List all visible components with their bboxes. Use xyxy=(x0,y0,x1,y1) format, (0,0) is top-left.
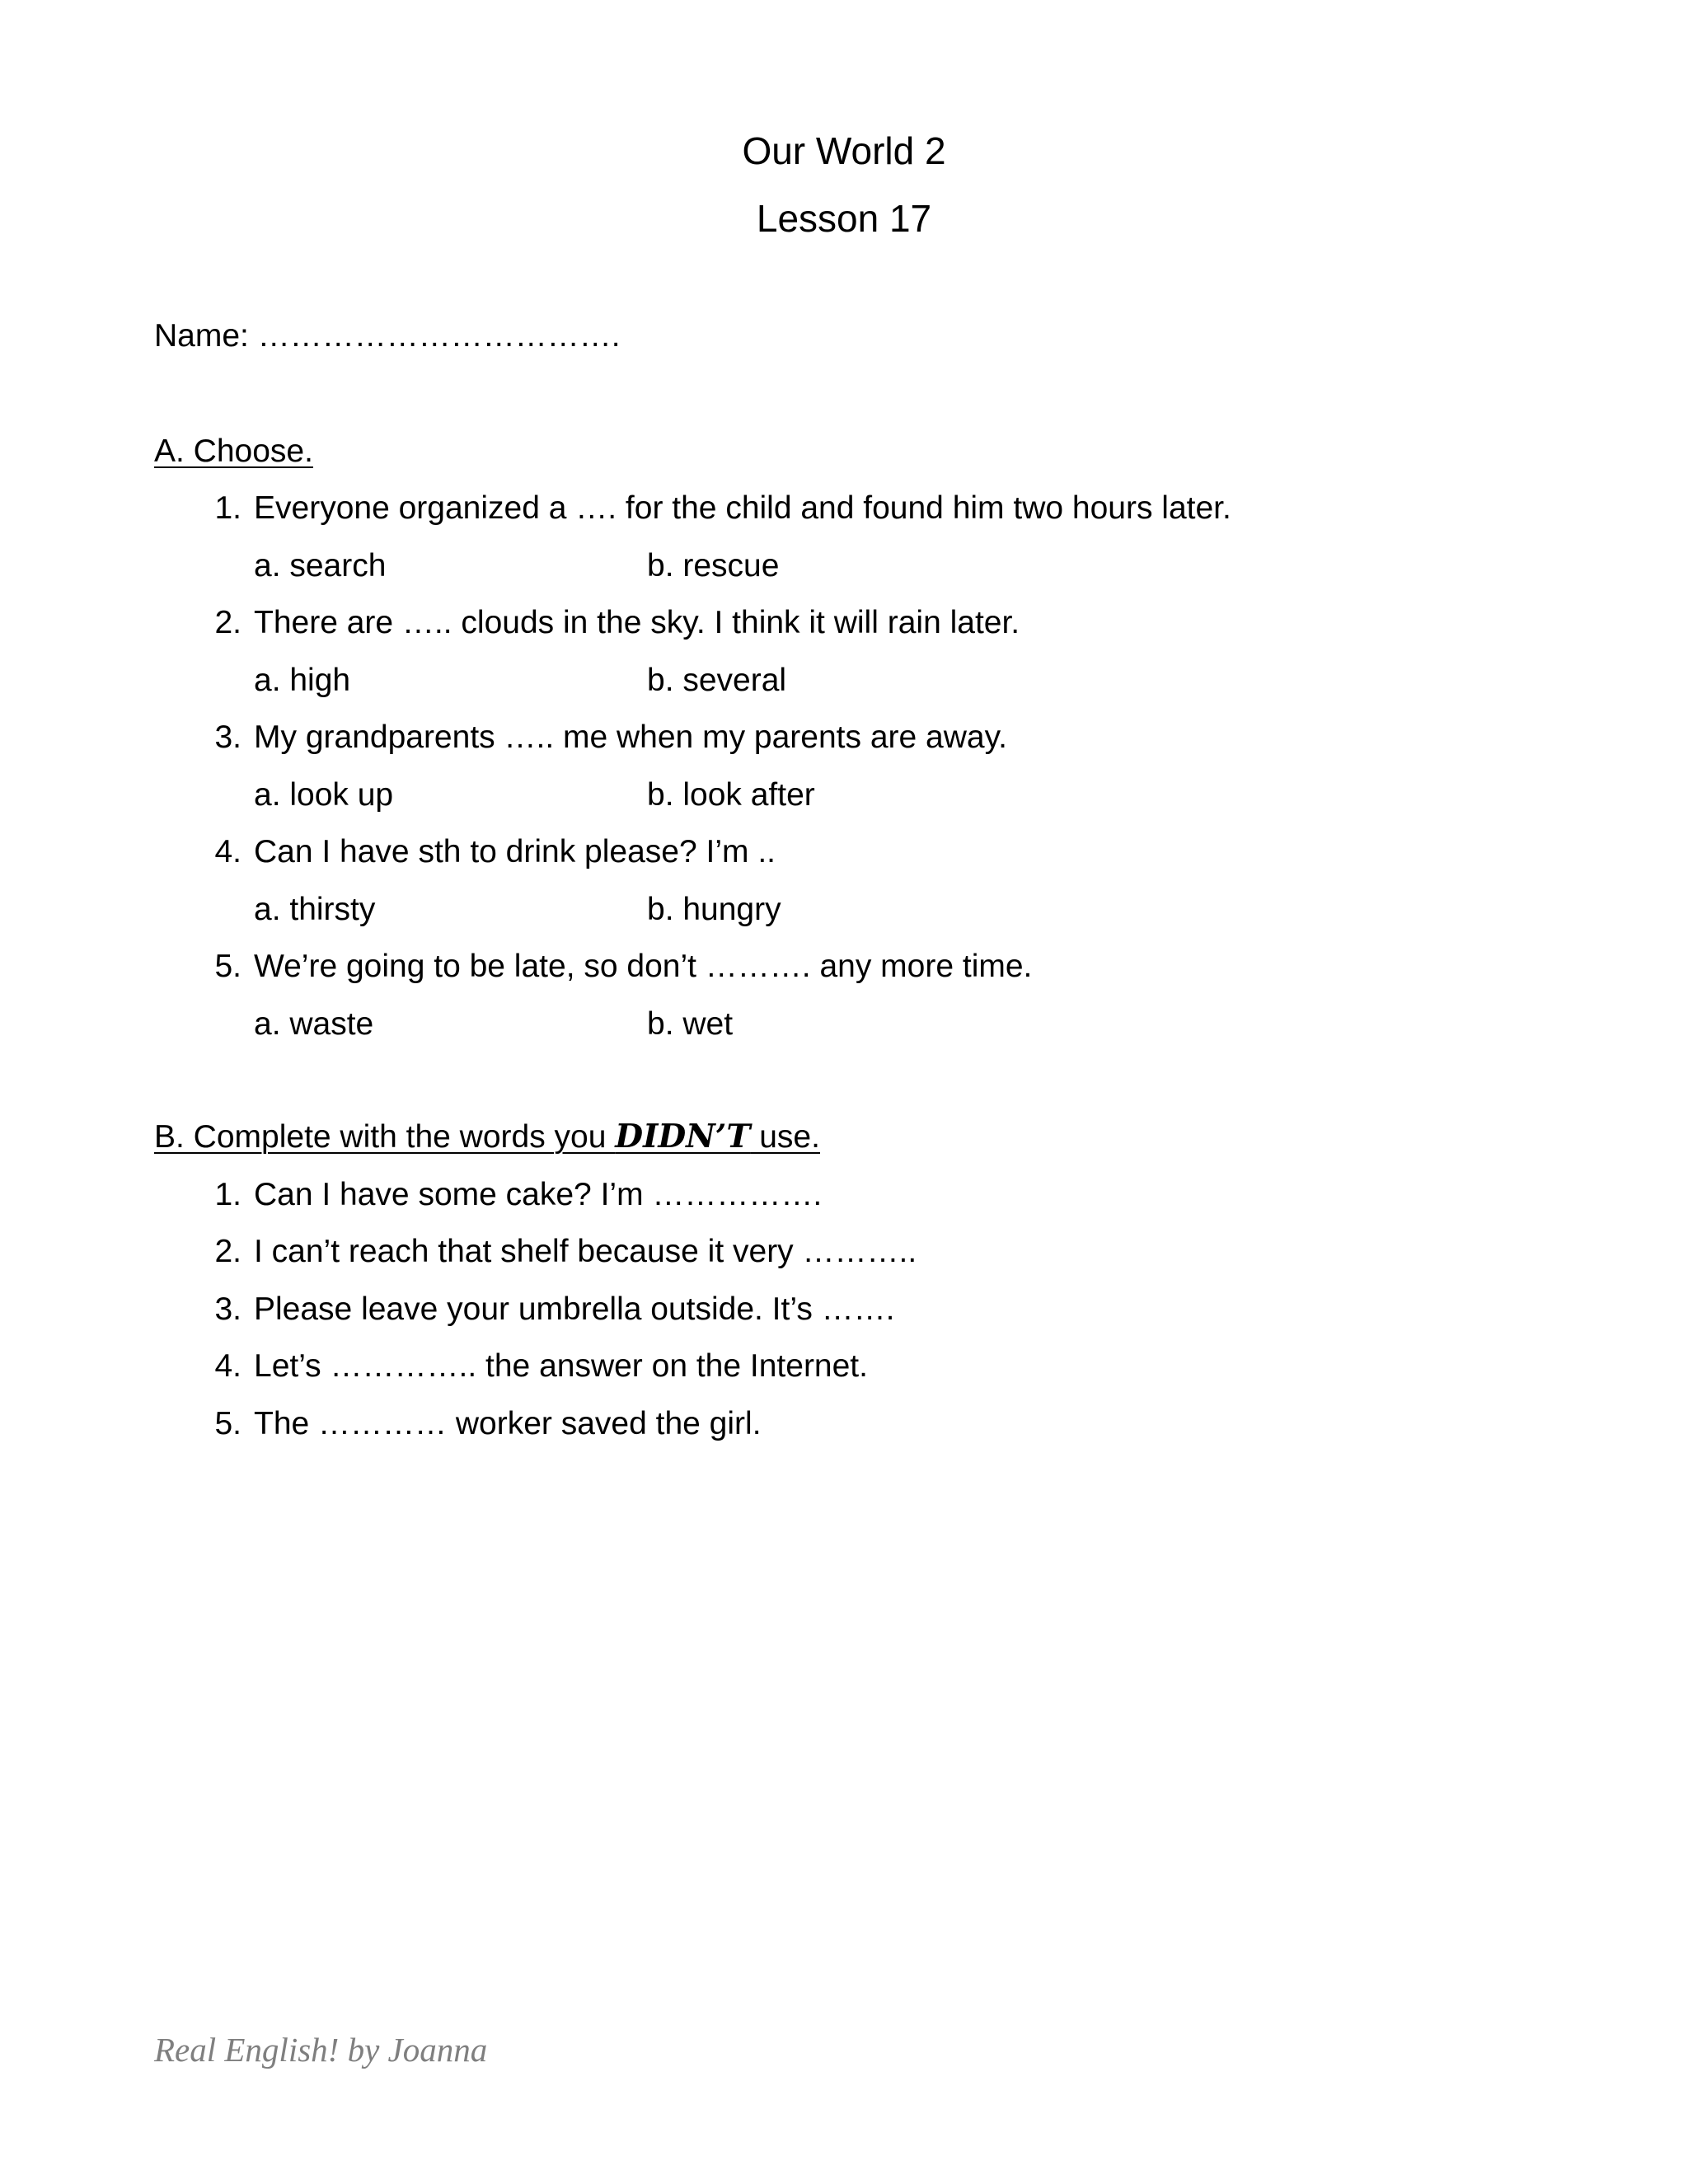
question-number: 4. xyxy=(214,834,241,869)
footer-credit: Real English! by Joanna xyxy=(154,2031,488,2069)
section-b-heading xyxy=(154,1118,820,1155)
question-number: 2. xyxy=(214,605,241,640)
option-b: b. hungry xyxy=(647,892,781,927)
question-text: Let’s ………….. the answer on the Internet. xyxy=(254,1348,868,1384)
question-text: The ………… worker saved the girl. xyxy=(254,1406,762,1441)
question-number: 1. xyxy=(214,1177,241,1212)
question-number: 5. xyxy=(214,1406,241,1441)
question-text: There are ….. clouds in the sky. I think it will rain later. xyxy=(254,605,1020,640)
option-a: a. thirsty xyxy=(254,892,376,927)
option-a: a. waste xyxy=(254,1006,374,1042)
option-a: a. search xyxy=(254,548,387,583)
question-number: 4. xyxy=(214,1348,241,1384)
question-text: My grandparents ….. me when my parents are away. xyxy=(254,719,1008,755)
question-number: 1. xyxy=(214,490,241,526)
question-text: Everyone organized a …. for the child and found him two hours later. xyxy=(254,490,1231,526)
question-number: 5. xyxy=(214,949,241,984)
question-number: 3. xyxy=(214,1291,241,1327)
question-text: Please leave your umbrella outside. It’s ……. xyxy=(254,1291,895,1327)
option-b: b. look after xyxy=(647,777,815,813)
name-line: Name: ……………………………. xyxy=(154,318,621,354)
option-a: a. high xyxy=(254,663,351,698)
question-text: I can’t reach that shelf because it very ……….. xyxy=(254,1234,917,1269)
section-b-heading-post: use. xyxy=(750,1119,820,1155)
option-b: b. wet xyxy=(647,1006,734,1042)
question-number: 3. xyxy=(214,719,241,755)
section-b-heading-emphasis: DIDN’T xyxy=(615,1118,751,1155)
option-a: a. look up xyxy=(254,777,394,813)
section-b-heading-pre: B. Complete with the words you xyxy=(154,1119,616,1155)
worksheet-title: Our World 2 xyxy=(742,129,946,172)
question-text: We’re going to be late, so don’t ………. any more time. xyxy=(254,949,1033,984)
option-b: b. rescue xyxy=(647,548,780,583)
lesson-title: Lesson 17 xyxy=(756,197,932,240)
question-text: Can I have some cake? I’m ……………. xyxy=(254,1177,823,1212)
section-a-heading: A. Choose. xyxy=(154,434,313,469)
question-number: 2. xyxy=(214,1234,241,1269)
option-b: b. several xyxy=(647,663,787,698)
question-text: Can I have sth to drink please? I’m .. xyxy=(254,834,776,869)
